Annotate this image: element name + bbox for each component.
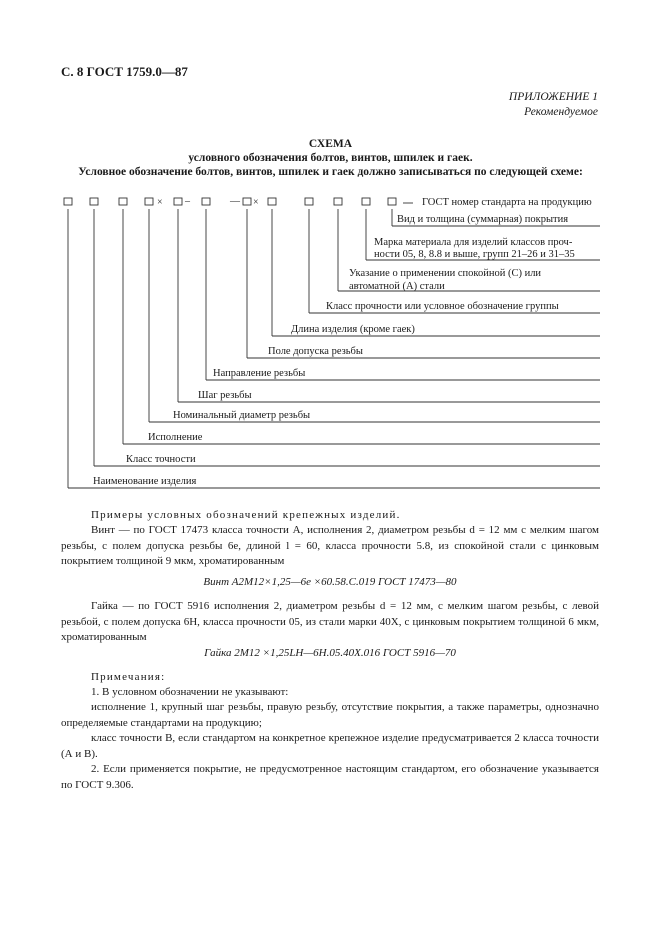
example-screw-designation: Винт А2М12×1,25—6е ×60.58.С.019 ГОСТ 17473—80 [203, 576, 457, 588]
note-2: 2. Если применяется покрытие, не предусмотренное настоящим стандартом, его обозначение указывается по ГОСТ 9.306. [61, 763, 599, 791]
label-steel-line1: Указание о применении спокойной (С) или [349, 268, 542, 279]
slot-box-pitch [174, 198, 182, 205]
label-length: Длина изделия (кроме гаек) [291, 324, 415, 335]
notes-heading: Примечания: [91, 671, 166, 683]
appendix-note: Рекомендуемое [524, 106, 598, 118]
slot-box-tolerance [202, 198, 210, 205]
example-screw-text: Винт — по ГОСТ 17473 класса точности А, исполнения 2, диаметром резьбы d = 12 мм с мелким шагом резьбы, с полем допуска резьбы 6е, длиной l = 60, класса прочности 5.8, из спокойной стали с цинковым покрытием толщиной 9 мкм, хроматированным [61, 524, 599, 567]
slot-box-length [268, 198, 276, 205]
label-material-line2: ности 05, 8, 8.8 и выше, групп 21–26 и 31–35 [374, 249, 575, 260]
label-strength: Класс прочности или условное обозначение группы [326, 301, 559, 312]
separator-dash-2: — [230, 196, 240, 207]
note-1b: класс точности В, если стандартом на конкретное крепежное изделие предусматривается 2 класса точности (А и В). [61, 732, 599, 760]
note-1: 1. В условном обозначении не указывают: [91, 686, 289, 698]
label-version: Исполнение [148, 432, 203, 443]
separator-times-2: × [253, 197, 259, 208]
separator-times-1: × [157, 197, 163, 208]
slot-box-material [362, 198, 370, 205]
scheme-heading: СХЕМА [308, 138, 353, 150]
slot-box-version [119, 198, 127, 205]
label-diameter: Номинальный диаметр резьбы [173, 410, 311, 421]
note-1a: исполнение 1, крупный шаг резьбы, правую резьбу, отсутствие покрытия, а также параметры, однозначно определяемые стандартами на продукцию; [61, 701, 599, 729]
label-name: Наименование изделия [93, 476, 197, 487]
slot-box-direction [243, 198, 251, 205]
slot-box-steel [334, 198, 342, 205]
label-gost: ГОСТ номер стандарта на продукцию [422, 197, 592, 208]
appendix-title: ПРИЛОЖЕНИЕ 1 [508, 91, 598, 103]
label-material-line1: Марка материала для изделий классов проч- [374, 237, 573, 248]
examples-heading: Примеры условных обозначений крепежных изделий. [91, 509, 401, 521]
page-header: С. 8 ГОСТ 1759.0—87 [61, 64, 188, 79]
label-coating: Вид и толщина (суммарная) покрытия [397, 214, 569, 225]
label-accuracy: Класс точности [126, 454, 196, 465]
slot-box-diameter [145, 198, 153, 205]
example-nut-designation: Гайка 2М12 ×1,25LH—6Н.05.40Х.016 ГОСТ 5916—70 [204, 647, 456, 659]
label-steel-line2: автоматной (А) стали [349, 281, 445, 292]
separator-dash-1: – [185, 196, 190, 207]
slot-box-coating [388, 198, 396, 205]
scheme-subtitle: условного обозначения болтов, винтов, шпилек и гаек. [188, 152, 473, 164]
slot-box-accuracy [90, 198, 98, 205]
example-nut-text: Гайка — по ГОСТ 5916 исполнения 2, диаметром резьбы d = 12 мм, с мелким шагом резьбы, с левой резьбой, с полем допуска 6Н, класса прочности 05, из стали марки 40Х, с цинковым покрытием толщиной 6 мкм, хроматированным [61, 600, 599, 643]
label-direction: Направление резьбы [213, 368, 306, 379]
scheme-intro: Условное обозначение болтов, винтов, шпилек и гаек должно записываться по следующей схеме: [78, 166, 583, 178]
label-pitch: Шаг резьбы [198, 390, 252, 401]
label-tolerance: Поле допуска резьбы [268, 346, 363, 357]
slot-box-name [64, 198, 72, 205]
slot-box-strength [305, 198, 313, 205]
